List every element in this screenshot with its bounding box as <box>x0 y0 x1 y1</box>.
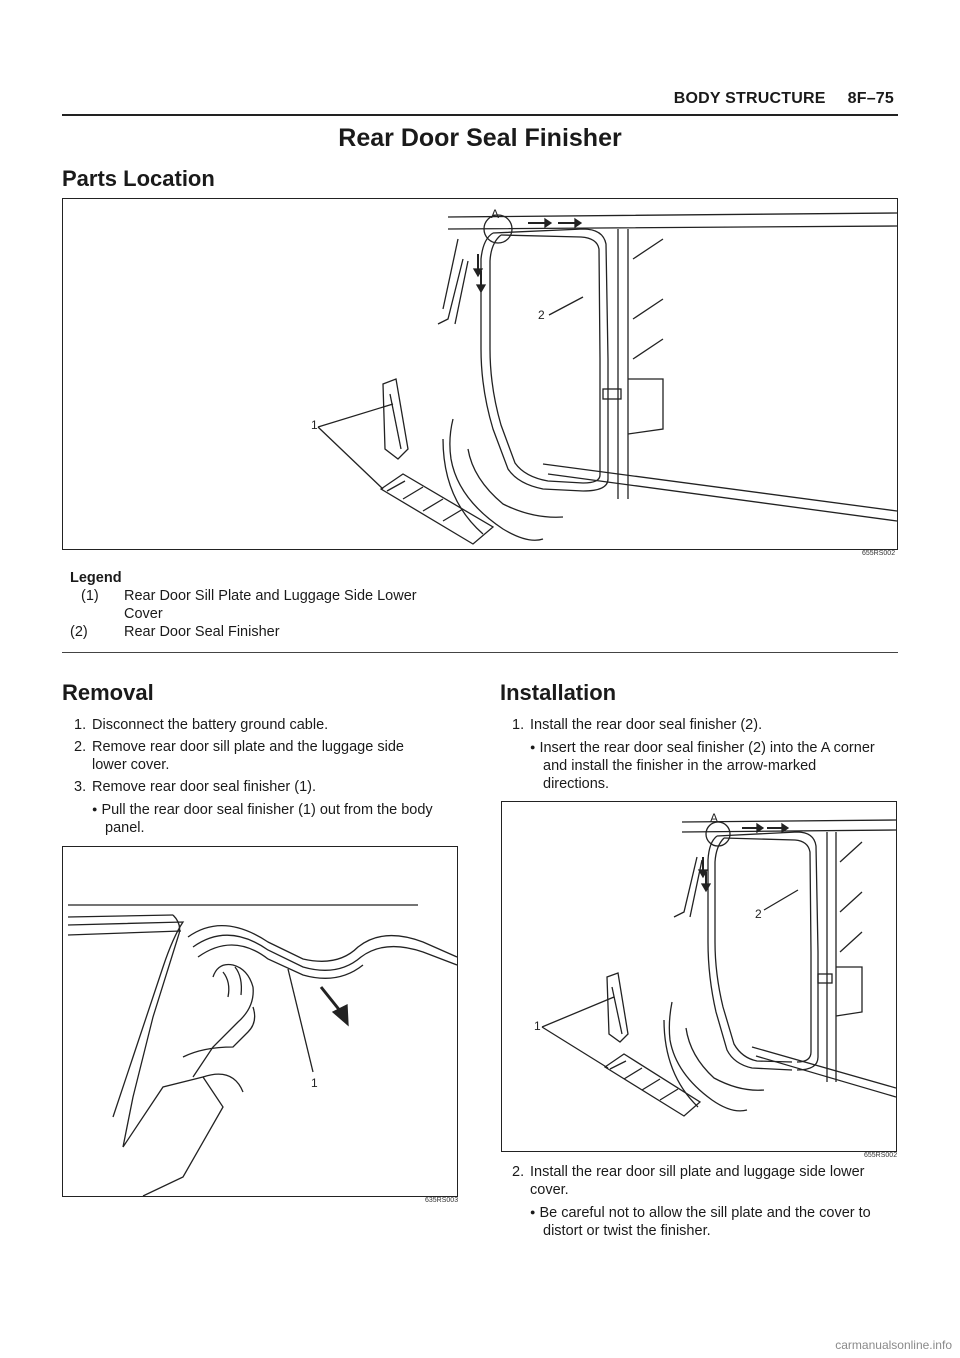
installation-bullet-1: ● Insert the rear door seal finisher (2) into the A corner and install the finisher in the arrow-marked directions. <box>512 738 900 793</box>
watermark: carmanualsonline.info <box>835 1338 952 1352</box>
installation-illustration <box>502 802 896 1151</box>
header-rule <box>62 114 898 116</box>
installation-step-1: 1. Install the rear door seal finisher (2). <box>512 717 763 733</box>
legend-item-text: Rear Door Sill Plate and Luggage Side Lower <box>124 588 417 604</box>
removal-callout-1: 1 <box>311 1076 318 1090</box>
removal-steps <box>74 716 462 837</box>
legend-label: Legend <box>70 570 122 586</box>
parts-location-illustration <box>63 199 897 549</box>
removal-heading: Removal <box>62 680 154 705</box>
page-header <box>674 90 894 108</box>
legend-item-text-cont: Cover <box>124 606 163 622</box>
install-callout-1: 1 <box>534 1019 541 1033</box>
install-callout-a: A <box>710 811 719 825</box>
installation-steps-cont <box>512 1163 900 1240</box>
installation-figure-id: 655RS002 <box>864 1152 898 1159</box>
header-page-number: 8F–75 <box>847 90 894 107</box>
parts-location-figure <box>62 198 898 550</box>
installation-step-2: 2. Install the rear door sill plate and luggage side lower cover. <box>512 1164 865 1198</box>
legend-rule <box>62 652 898 653</box>
page-title: Rear Door Seal Finisher <box>338 124 622 152</box>
removal-step-1: 1. Disconnect the battery ground cable. <box>74 717 329 733</box>
installation-steps <box>512 716 900 793</box>
removal-illustration <box>63 847 457 1196</box>
installation-bullet-2: ● Be careful not to allow the sill plate and the cover to distort or twist the finisher. <box>512 1203 900 1240</box>
install-callout-2: 2 <box>755 907 762 921</box>
installation-figure <box>501 801 897 1152</box>
legend-item-text: Rear Door Seal Finisher <box>124 624 280 640</box>
legend-item <box>70 623 490 641</box>
callout-2: 2 <box>538 308 545 322</box>
legend-item <box>70 587 490 623</box>
header-section: BODY STRUCTURE <box>673 90 826 107</box>
legend-item-number: (1) <box>81 588 99 604</box>
parts-figure-id: 655RS002 <box>862 550 896 557</box>
callout-a: A <box>491 207 500 221</box>
removal-figure-id: 635RS003 <box>425 1197 459 1204</box>
parts-location-heading: Parts Location <box>62 166 215 191</box>
removal-step-3: 3. Remove rear door seal finisher (1). <box>74 779 317 795</box>
removal-figure <box>62 846 458 1197</box>
installation-heading: Installation <box>500 680 617 705</box>
removal-step-2: 2. Remove rear door sill plate and the luggage side lower cover. <box>74 739 404 773</box>
callout-1: 1 <box>311 418 318 432</box>
removal-bullet: ● Pull the rear door seal finisher (1) out from the body panel. <box>74 800 462 837</box>
legend-item-number: (2) <box>70 624 88 640</box>
legend <box>70 569 490 641</box>
